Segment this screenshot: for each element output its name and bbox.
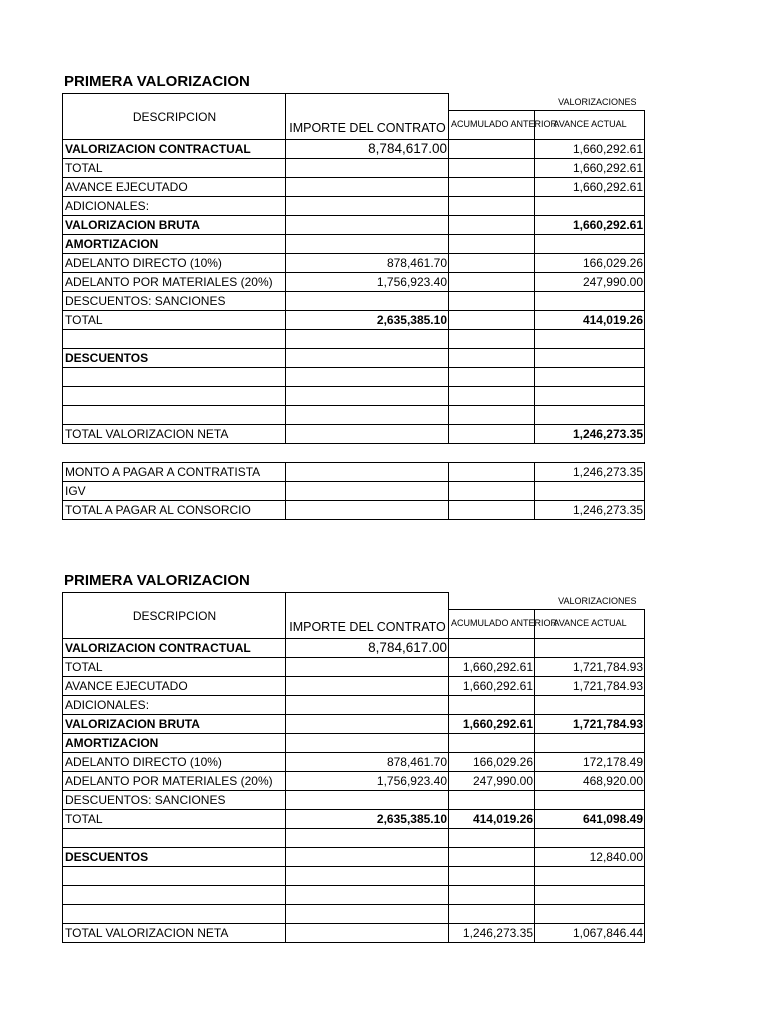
- payment-importe: [286, 462, 449, 481]
- row-acumulado: 1,660,292.61: [449, 657, 535, 676]
- row-avance: [535, 733, 645, 752]
- row-label: [63, 866, 286, 885]
- row-acumulado: [449, 405, 535, 424]
- header-valorizaciones: VALORIZACIONES: [449, 593, 645, 610]
- table-row: [63, 657, 645, 676]
- valorizacion-section-2: [62, 570, 644, 943]
- row-acumulado: [449, 695, 535, 714]
- row-label: VALORIZACION CONTRACTUAL: [63, 638, 286, 657]
- row-avance: [535, 348, 645, 367]
- table-row: [63, 676, 645, 695]
- header-row: [63, 94, 645, 111]
- table-row: [63, 771, 645, 790]
- row-acumulado: 1,660,292.61: [449, 676, 535, 695]
- row-importe: 1,756,923.40: [286, 272, 449, 291]
- row-avance: 1,660,292.61: [535, 158, 645, 177]
- row-label: TOTAL VALORIZACION NETA: [63, 424, 286, 443]
- payment-importe: [286, 481, 449, 500]
- row-importe: [286, 177, 449, 196]
- row-acumulado: [449, 310, 535, 329]
- header-avance: AVANCE ACTUAL: [535, 609, 645, 638]
- row-acumulado: [449, 234, 535, 253]
- row-label: [63, 367, 286, 386]
- header-acumulado: ACUMULADO ANTERIOR: [449, 609, 535, 638]
- row-importe: 2,635,385.10: [286, 310, 449, 329]
- valorizacion-section-1: [62, 71, 644, 520]
- payment-row: [63, 462, 645, 481]
- row-label: VALORIZACION CONTRACTUAL: [63, 139, 286, 158]
- section-title: PRIMERA VALORIZACION: [64, 572, 250, 589]
- row-avance: 172,178.49: [535, 752, 645, 771]
- table-row: [63, 695, 645, 714]
- table-row: [63, 177, 645, 196]
- row-label: AVANCE EJECUTADO: [63, 177, 286, 196]
- payment-acumulado: [449, 481, 535, 500]
- row-importe: [286, 215, 449, 234]
- table-row: [63, 885, 645, 904]
- row-avance: [535, 386, 645, 405]
- row-acumulado: 166,029.26: [449, 752, 535, 771]
- row-acumulado: 414,019.26: [449, 809, 535, 828]
- row-acumulado: [449, 253, 535, 272]
- table-row: [63, 158, 645, 177]
- row-acumulado: [449, 638, 535, 657]
- table-row: [63, 215, 645, 234]
- payment-label: MONTO A PAGAR A CONTRATISTA: [63, 462, 286, 481]
- row-label: [63, 885, 286, 904]
- row-avance: [535, 234, 645, 253]
- row-importe: [286, 923, 449, 942]
- row-acumulado: [449, 866, 535, 885]
- row-avance: [535, 329, 645, 348]
- row-importe: [286, 657, 449, 676]
- row-importe: [286, 866, 449, 885]
- payment-avance: [535, 481, 645, 500]
- row-importe: [286, 405, 449, 424]
- row-acumulado: [449, 790, 535, 809]
- row-avance: 166,029.26: [535, 253, 645, 272]
- row-acumulado: [449, 272, 535, 291]
- table-row: [63, 809, 645, 828]
- row-label: [63, 828, 286, 847]
- row-acumulado: [449, 885, 535, 904]
- section-title: PRIMERA VALORIZACION: [64, 73, 250, 90]
- row-importe: [286, 424, 449, 443]
- row-label: DESCUENTOS: SANCIONES: [63, 790, 286, 809]
- row-avance: 1,721,784.93: [535, 657, 645, 676]
- row-avance: 1,660,292.61: [535, 177, 645, 196]
- row-acumulado: [449, 733, 535, 752]
- table-row: [63, 291, 645, 310]
- row-label: TOTAL: [63, 158, 286, 177]
- row-avance: 414,019.26: [535, 310, 645, 329]
- row-importe: [286, 885, 449, 904]
- row-label: TOTAL: [63, 310, 286, 329]
- row-acumulado: [449, 158, 535, 177]
- table-row: [63, 866, 645, 885]
- row-importe: [286, 676, 449, 695]
- row-acumulado: [449, 367, 535, 386]
- row-acumulado: [449, 215, 535, 234]
- payment-label: IGV: [63, 481, 286, 500]
- row-importe: 878,461.70: [286, 253, 449, 272]
- header-valorizaciones: VALORIZACIONES: [449, 94, 645, 111]
- table-row: [63, 405, 645, 424]
- header-descripcion: DESCRIPCION: [63, 94, 286, 140]
- table-row: [63, 923, 645, 942]
- row-label: ADELANTO DIRECTO (10%): [63, 253, 286, 272]
- header-acumulado: ACUMULADO ANTERIOR: [449, 110, 535, 139]
- row-importe: [286, 904, 449, 923]
- table-row: [63, 139, 645, 158]
- row-avance: [535, 904, 645, 923]
- row-label: ADELANTO DIRECTO (10%): [63, 752, 286, 771]
- row-avance: 641,098.49: [535, 809, 645, 828]
- row-acumulado: [449, 177, 535, 196]
- header-importe: IMPORTE DEL CONTRATO: [286, 94, 449, 140]
- row-acumulado: [449, 828, 535, 847]
- row-label: TOTAL VALORIZACION NETA: [63, 923, 286, 942]
- row-importe: [286, 196, 449, 215]
- table-row: [63, 904, 645, 923]
- table-row: [63, 752, 645, 771]
- row-label: AMORTIZACION: [63, 234, 286, 253]
- row-importe: [286, 733, 449, 752]
- row-avance: [535, 405, 645, 424]
- row-acumulado: [449, 904, 535, 923]
- row-avance: [535, 367, 645, 386]
- table-row: [63, 348, 645, 367]
- row-acumulado: [449, 291, 535, 310]
- row-label: DESCUENTOS: SANCIONES: [63, 291, 286, 310]
- row-label: [63, 904, 286, 923]
- spacer-row: [63, 443, 645, 462]
- row-avance: 1,721,784.93: [535, 714, 645, 733]
- payment-row: [63, 500, 645, 519]
- row-importe: [286, 790, 449, 809]
- row-acumulado: [449, 139, 535, 158]
- row-avance: [535, 885, 645, 904]
- header-row: [63, 593, 645, 610]
- table-row: [63, 828, 645, 847]
- row-avance: 1,067,846.44: [535, 923, 645, 942]
- table-row: [63, 847, 645, 866]
- table-row: [63, 638, 645, 657]
- table-row: [63, 790, 645, 809]
- row-avance: [535, 790, 645, 809]
- row-importe: 8,784,617.00: [286, 638, 449, 657]
- payment-importe: [286, 500, 449, 519]
- row-avance: [535, 291, 645, 310]
- row-importe: [286, 714, 449, 733]
- table-row: [63, 733, 645, 752]
- row-label: ADELANTO POR MATERIALES (20%): [63, 272, 286, 291]
- row-label: ADICIONALES:: [63, 695, 286, 714]
- row-avance: [535, 695, 645, 714]
- row-importe: [286, 234, 449, 253]
- table-row: [63, 196, 645, 215]
- row-label: VALORIZACION BRUTA: [63, 215, 286, 234]
- row-avance: 12,840.00: [535, 847, 645, 866]
- row-label: TOTAL: [63, 657, 286, 676]
- row-importe: [286, 367, 449, 386]
- row-avance: 1,721,784.93: [535, 676, 645, 695]
- row-label: ADICIONALES:: [63, 196, 286, 215]
- row-acumulado: [449, 196, 535, 215]
- row-label: TOTAL: [63, 809, 286, 828]
- table-row: [63, 329, 645, 348]
- row-importe: [286, 158, 449, 177]
- row-avance: 1,246,273.35: [535, 424, 645, 443]
- row-avance: 1,660,292.61: [535, 215, 645, 234]
- payment-acumulado: [449, 500, 535, 519]
- payment-row: [63, 481, 645, 500]
- valorizacion-table: [62, 93, 645, 520]
- row-acumulado: [449, 424, 535, 443]
- table-row: [63, 714, 645, 733]
- table-row: [63, 424, 645, 443]
- table-row: [63, 272, 645, 291]
- row-label: AMORTIZACION: [63, 733, 286, 752]
- table-row: [63, 367, 645, 386]
- payment-label: TOTAL A PAGAR AL CONSORCIO: [63, 500, 286, 519]
- table-row: [63, 310, 645, 329]
- row-avance: [535, 866, 645, 885]
- row-label: [63, 329, 286, 348]
- header-importe: IMPORTE DEL CONTRATO: [286, 593, 449, 639]
- row-acumulado: 247,990.00: [449, 771, 535, 790]
- row-importe: 2,635,385.10: [286, 809, 449, 828]
- row-importe: [286, 828, 449, 847]
- row-avance: [535, 828, 645, 847]
- payment-avance: 1,246,273.35: [535, 500, 645, 519]
- header-descripcion: DESCRIPCION: [63, 593, 286, 639]
- row-acumulado: 1,246,273.35: [449, 923, 535, 942]
- valorizacion-table: [62, 592, 645, 943]
- row-importe: [286, 695, 449, 714]
- row-label: ADELANTO POR MATERIALES (20%): [63, 771, 286, 790]
- row-avance: 468,920.00: [535, 771, 645, 790]
- row-importe: [286, 348, 449, 367]
- row-label: [63, 405, 286, 424]
- row-label: DESCUENTOS: [63, 847, 286, 866]
- row-importe: 878,461.70: [286, 752, 449, 771]
- row-acumulado: 1,660,292.61: [449, 714, 535, 733]
- header-avance: AVANCE ACTUAL: [535, 110, 645, 139]
- row-label: [63, 386, 286, 405]
- table-row: [63, 253, 645, 272]
- row-avance: [535, 196, 645, 215]
- row-importe: [286, 847, 449, 866]
- row-acumulado: [449, 847, 535, 866]
- payment-acumulado: [449, 462, 535, 481]
- row-label: DESCUENTOS: [63, 348, 286, 367]
- row-acumulado: [449, 348, 535, 367]
- row-label: VALORIZACION BRUTA: [63, 714, 286, 733]
- row-label: AVANCE EJECUTADO: [63, 676, 286, 695]
- row-importe: [286, 291, 449, 310]
- row-avance: 1,660,292.61: [535, 139, 645, 158]
- table-row: [63, 234, 645, 253]
- payment-avance: 1,246,273.35: [535, 462, 645, 481]
- row-acumulado: [449, 329, 535, 348]
- row-acumulado: [449, 386, 535, 405]
- row-importe: [286, 329, 449, 348]
- row-avance: 247,990.00: [535, 272, 645, 291]
- table-row: [63, 386, 645, 405]
- row-importe: [286, 386, 449, 405]
- row-importe: 8,784,617.00: [286, 139, 449, 158]
- row-importe: 1,756,923.40: [286, 771, 449, 790]
- row-avance: [535, 638, 645, 657]
